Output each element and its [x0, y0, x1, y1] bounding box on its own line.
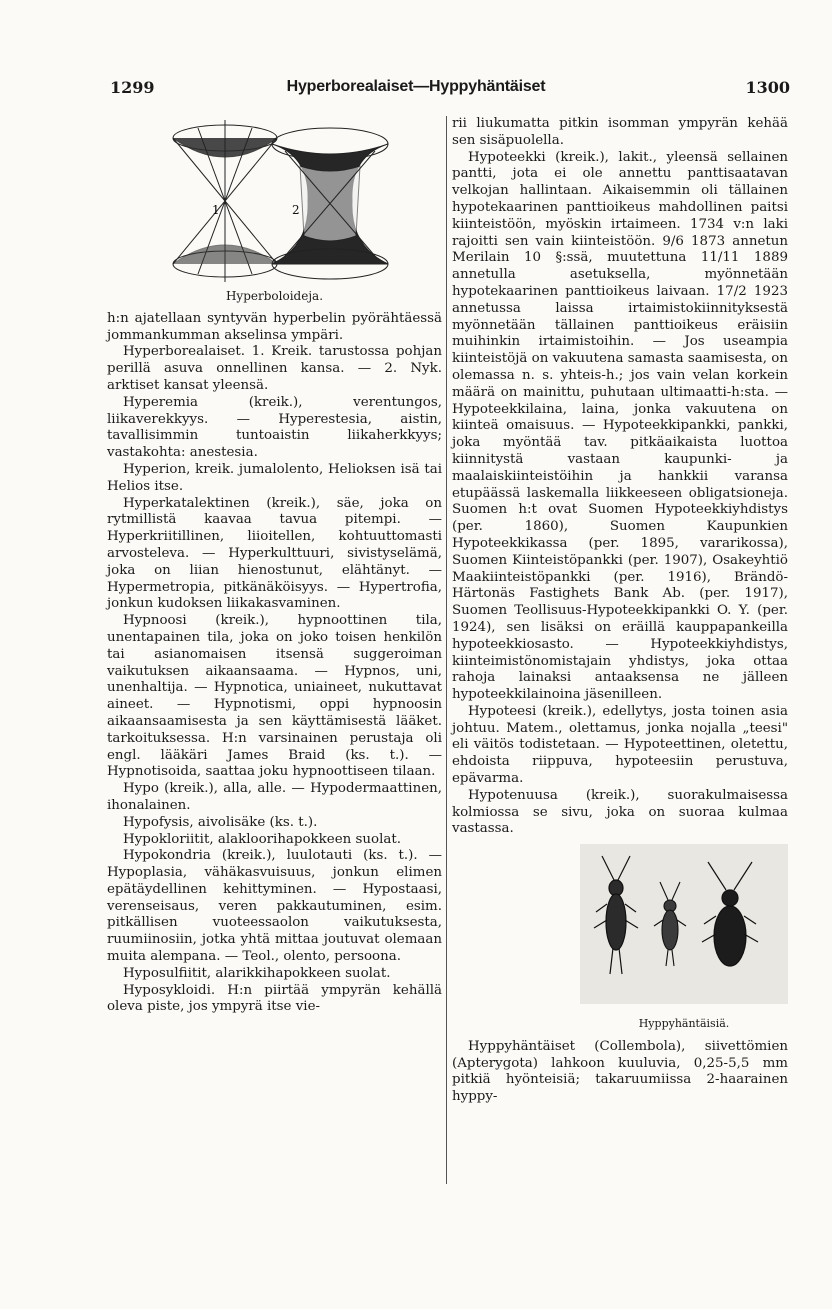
paragraph: rii liukumatta pitkin isomman ympyrän kehää sen sisäpuolella.	[452, 116, 788, 148]
entry-hyperemia: Hyperemia (kreik.), verentungos, liikaverekkyys. — Hyperestesia, aistin, tavallisimmin tuntoaistin liikaherkkyys; vastakohta: anestesia.	[107, 394, 442, 461]
running-title: Hyperborealaiset—Hyppyhäntäiset	[286, 78, 546, 95]
right-column	[452, 116, 788, 1106]
springtail-illustration	[580, 844, 788, 1004]
entry-hyperkatalektinen: Hyperkatalektinen (kreik.), säe, joka on rytmillistä kaavaa tavua pitempi. — Hyperkriitillinen, liioitellen, kohtuuttomasti arvosteleva. — Hyperkulttuuri, sivistyselämä, joka on liian hienostunut, elähtänyt. — Hypermetropia, pitkänäköisyys. — Hypertrofia, jonkun kudoksen liikakasvaminen.	[107, 495, 442, 612]
hyperboloid-illustration	[272, 128, 388, 279]
entry-hyperion: Hyperion, kreik. jumalolento, Helioksen isä tai Helios itse.	[107, 461, 442, 494]
entry-hypotenuusa: Hypotenuusa (kreik.), suorakulmaisessa kolmiossa se sivu, joka on suoraa kulmaa vastassa.	[452, 787, 788, 837]
page-number-right: 1300	[745, 78, 790, 97]
entry-hypnoosi: Hypnoosi (kreik.), hypnoottinen tila, unentapainen tila, joka on joko toisen henkilön tai asianomaisen itsensä suggeroiman vaikutuksen aikaansaama. — Hypnos, uni, unenhaltija. — Hypnotica, uniaineet, nukuttavat aineet. — Hypnotismi, oppi hypnoosin aikaansaamisesta ja sen käyttämisestä lääket. tarkoituksessa. H:n varsinainen perustaja oli engl. lääkäri James Braid (ks. t.). — Hypnotisoida, saattaa joku hypnoottiseen tilaan.	[107, 613, 442, 780]
springtail-figure	[580, 844, 788, 1039]
entry-hypo: Hypo (kreik.), alla, alle. — Hypodermaattinen, ihonalainen.	[107, 781, 442, 813]
hyperboloid-figure	[150, 116, 400, 286]
page-number-left: 1299	[110, 78, 155, 97]
entry-hypoteesi: Hypoteesi (kreik.), edellytys, josta toinen asia johtuu. Matem., olettamus, jonka nojalla „teesi" eli väitös todistetaan. — Hypoteettinen, oletettu, ehdoista riippuva, hypoteesiin perustuva, epävarma.	[452, 703, 788, 787]
paragraph: h:n ajatellaan syntyvän hyperbelin pyörähtäessä jommankumman akselinsa ympäri.	[107, 310, 442, 343]
entry-hyposulfiitit: Hyposulfiitit, alarikkihapokkeen suolat.	[123, 965, 391, 981]
entry-hyperborealaiset: Hyperborealaiset. 1. Kreik. tarustossa pohjan perillä asuva onnellinen kansa. — 2. Nyk. arktiset kansat yleensä.	[107, 344, 442, 393]
entry-hypokondria: Hypokondria (kreik.), luulotauti (ks. t.). — Hypoplasia, vähäkasvuisuus, jonkun elimen epätäydellinen kehittyminen. — Hypostaasi, verenseisaus, veren pakkautuminen, esim. pitkällisen vuoteessaolon vaikutuksesta, ruumiinosiin, jotka yhtä mittaa joutuvat olemaan muita alempana. — Teol., olento, persoona.	[107, 848, 442, 965]
figure-caption: Hyppyhäntäisiä.	[638, 1017, 730, 1031]
left-column	[107, 116, 442, 1016]
entry-hypokloriitit: Hypokloriitit, alakloorihapokkeen suolat.	[123, 831, 401, 847]
figure-label-1: 1	[211, 203, 220, 217]
figure-caption: Hyperboloideja.	[225, 289, 324, 303]
entry-hyposykloidi: Hyposykloidi. H:n piirtää ympyrän kehällä oleva piste, jos ympyrä itse vie-	[107, 982, 442, 1015]
figure-label-2: 2	[291, 203, 300, 217]
entry-hypoteekki: Hypoteekki (kreik.), lakit., yleensä sellainen pantti, jota ei ole annettu panttisaatavan velkojan hallintaan. Aikaisemmin oli tällainen hypotekaarinen panttioikeus mahdollinen paitsi kiinteistöön, myöskin irtaimeen. 1734 v:n laki rajoitti sen vain kiinteistöön. 9/6 1873 annetun Merilain 10 §:ssä, muutettuna 11/11 1889 annetulla asetuksella, myönnetään hypotekaarinen panttioikeus laivaan. 17/2 1923 annetussa laissa irtaimistokiinnityksestä myönnetään tällainen panttioikeus eräisiin muihinkin irtaimistoihin. — Jos useampia kiinteistöjä on vakuutena samasta saamisesta, on olemassa n. s. yhteis-h.; jos vain velan korkein määrä on mainittu, puhutaan ultimaatti-h:sta. — Hypoteekkilaina, laina, jonka vakuutena on kiinteä omaisuus. — Hypoteekkipankki, pankki, joka myöntää tav. pitkäaikaista luottoa kiinnitystä vastaan kaupunki- ja maalaiskiinteistöihin ja hankkii varansa etupäässä laskemalla liikkeeseen obligatsioneja. Suomen h:t ovat Suomen Hypoteekkiyhdistys (per. 1860), Suomen Kaupunkien Hypoteekkikassa (per. 1895, vararikossa), Suomen Kiinteistöpankki (per. 1907), Osakeyhtiö Maakiinteistöpankki (per. 1916), Brändö-Härtonäs Fastighets Bank Ab. (per. 1917), Suomen Teollisuus-Hypoteekkipankki O. Y. (per. 1924), sen lisäksi on eräillä kauppapankeilla hypoteekkiosasto. — Hypoteekkiyhdistys, kiinteimistönomistajain yhdistys, joka ottaa rahoja lainaksi antaaksensa ne jälleen hypoteekkilainoina jäsenilleen.	[452, 149, 788, 703]
entry-hyppyhantaiset: Hyppyhäntäiset (Collembola), siivettömien (Apterygota) lahkoon kuuluvia, 0,25-5,5 mm pitkiä hyönteisiä; takaruumiissa 2-haarainen hyppy-	[452, 1038, 788, 1105]
entry-hypofysis: Hypofysis, aivolisäke (ks. t.).	[123, 814, 318, 830]
double-cone-illustration	[173, 120, 277, 282]
column-divider	[446, 116, 447, 1184]
